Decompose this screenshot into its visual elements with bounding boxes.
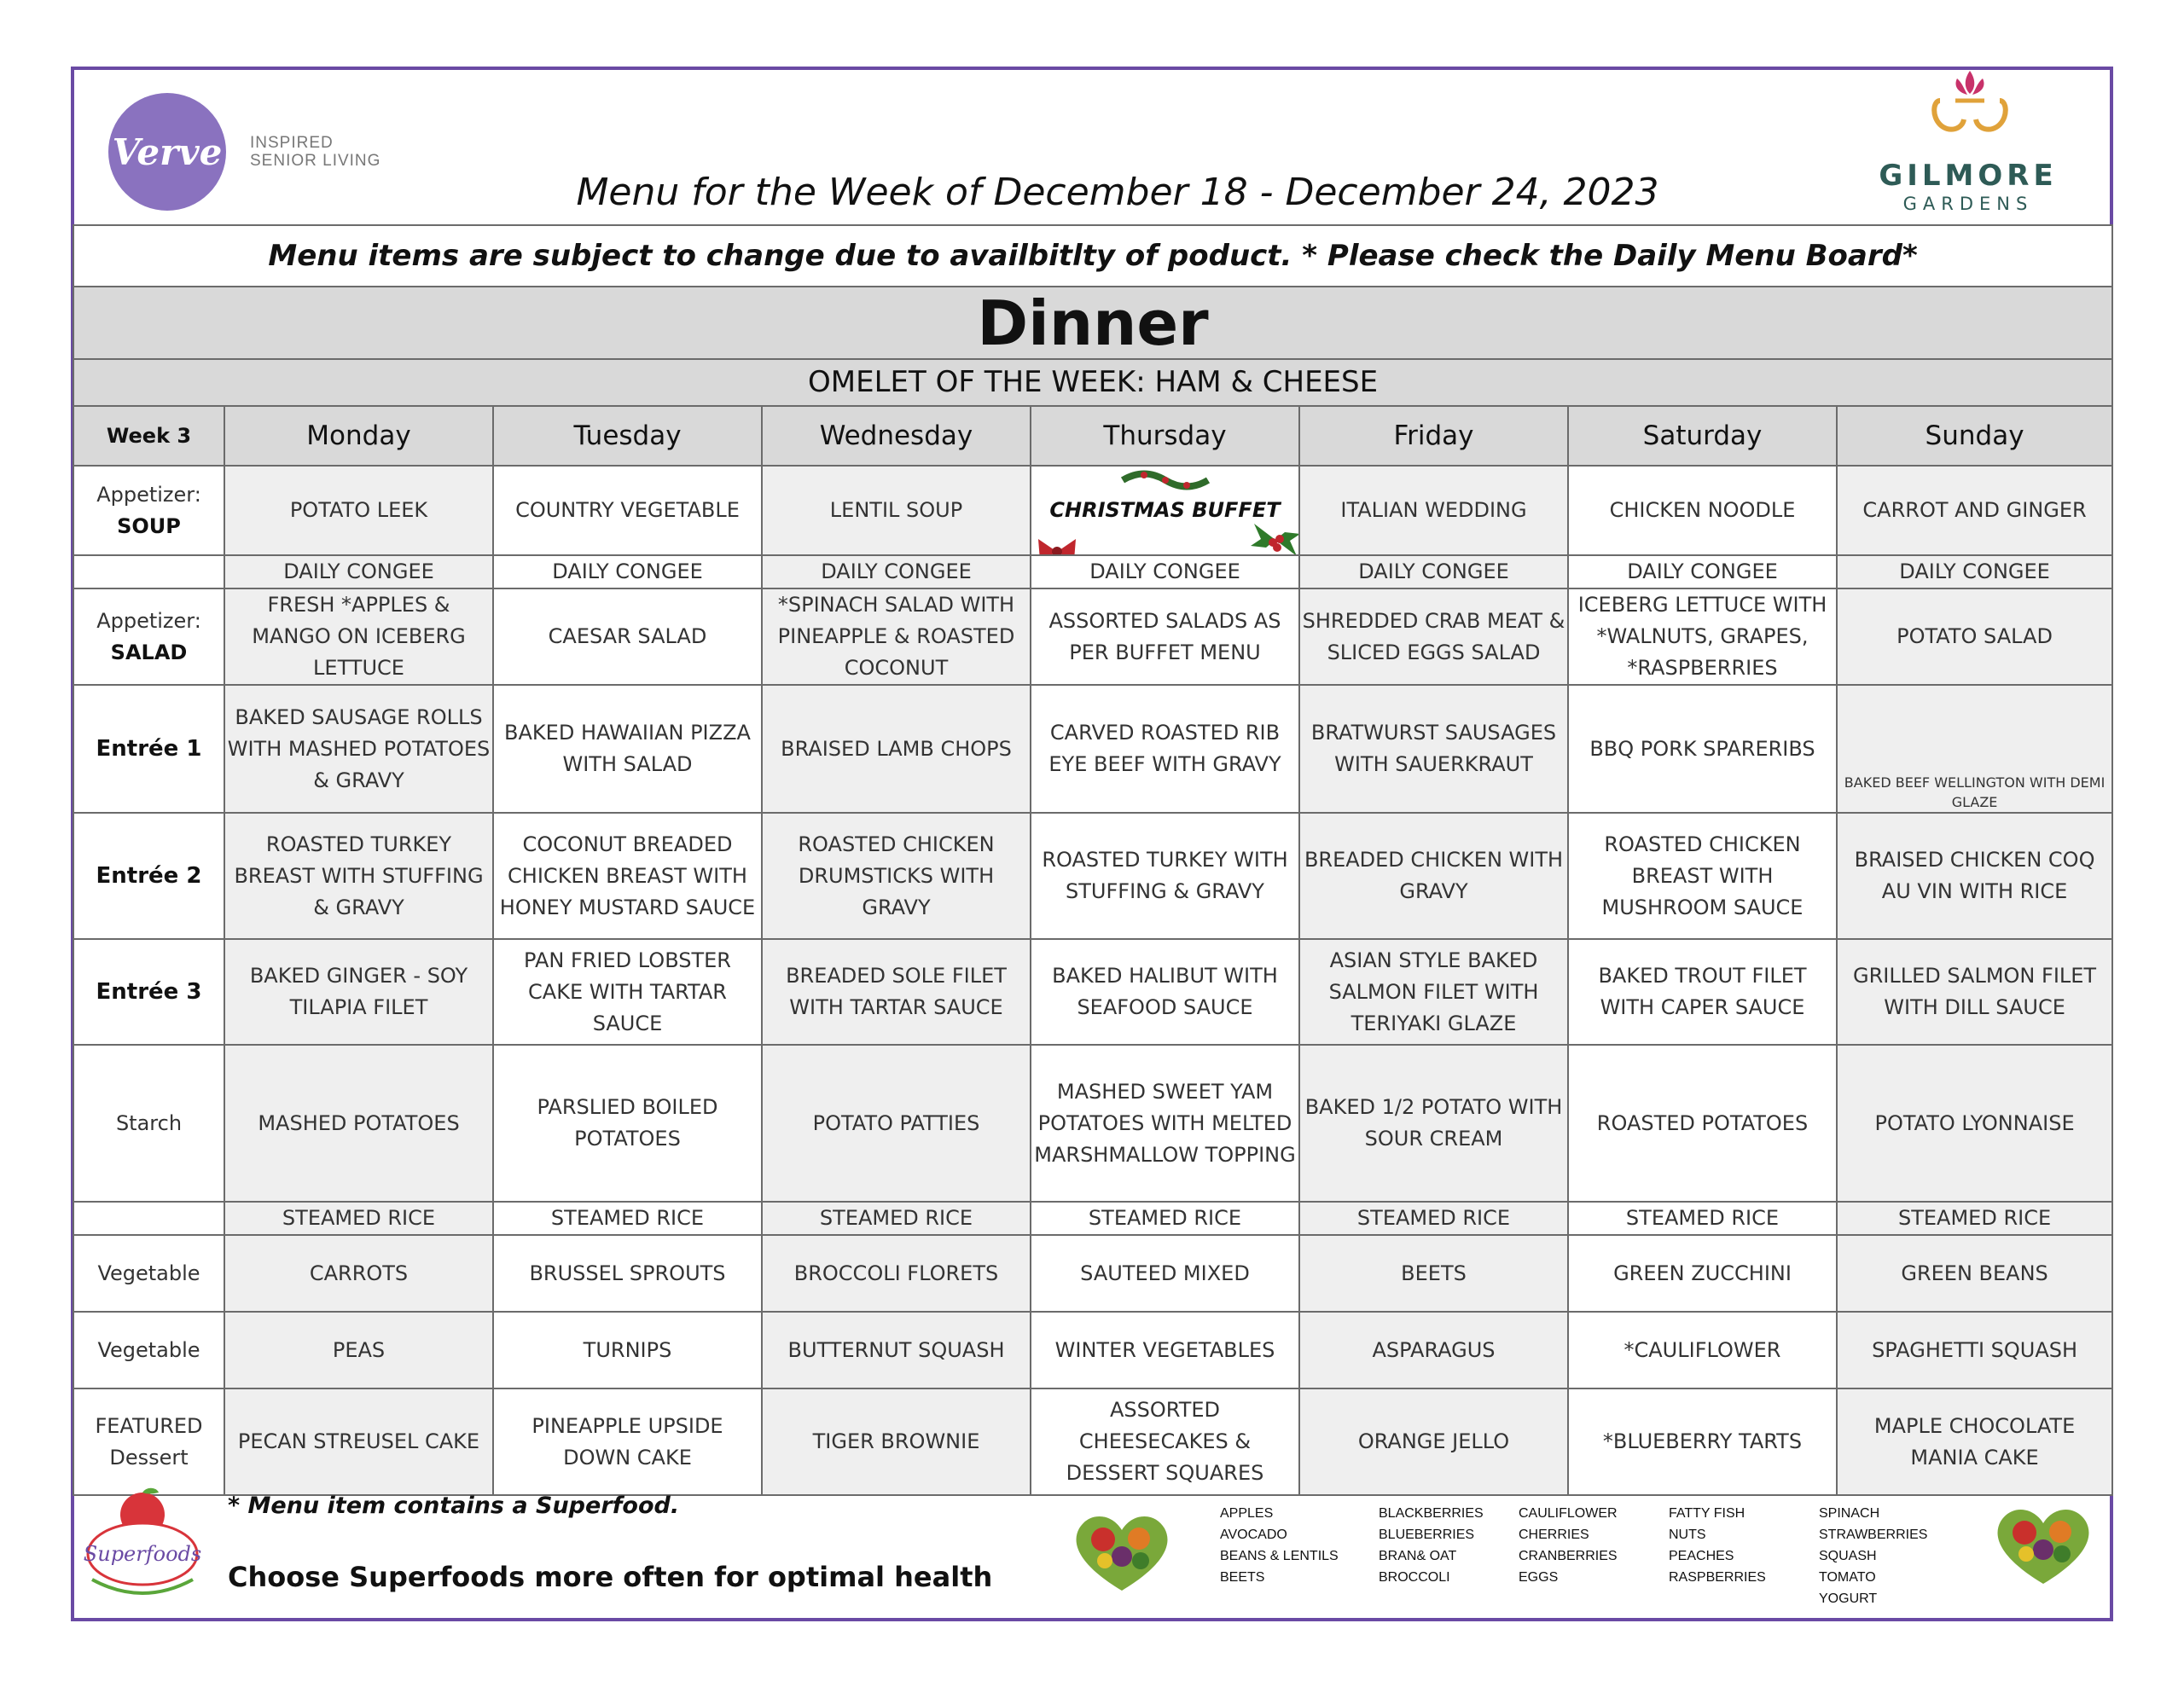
menu-cell-dessert-saturday: *BLUEBERRY TARTS — [1568, 1388, 1837, 1495]
menu-cell-entree3-sunday: GRILLED SALMON FILET WITH DILL SAUCE — [1837, 939, 2112, 1045]
gilmore-logo-sub: GARDENS — [1902, 194, 2034, 214]
menu-cell-rice-thursday: STEAMED RICE — [1031, 1202, 1299, 1235]
starch-row — [73, 1045, 2112, 1202]
superfood-tagline: Choose Superfoods more often for optimal health — [228, 1561, 993, 1593]
row-label-dessert — [73, 1388, 224, 1495]
verve-logo-text: Verve — [112, 130, 223, 173]
menu-cell-starch-thursday: MASHED SWEET YAM POTATOES WITH MELTED MARSHMALLOW TOPPING — [1031, 1045, 1299, 1202]
row-label-rice — [73, 1202, 224, 1235]
vegetable2-row — [73, 1312, 2112, 1388]
superfood-list-col-2 — [1379, 1503, 1484, 1588]
omelet-of-the-week: OMELET OF THE WEEK: HAM & CHEESE — [73, 359, 2112, 406]
menu-cell-congee-saturday: DAILY CONGEE — [1568, 555, 1837, 588]
menu-cell-dessert-friday: ORANGE JELLO — [1299, 1388, 1568, 1495]
menu-cell-starch-friday: BAKED 1/2 POTATO WITH SOUR CREAM — [1299, 1045, 1568, 1202]
menu-cell-starch-wednesday: POTATO PATTIES — [762, 1045, 1031, 1202]
entree1-row — [73, 685, 2112, 813]
superfood-list-col-4 — [1669, 1503, 1766, 1588]
menu-cell-entree2-sunday: BRAISED CHICKEN COQ AU VIN WITH RICE — [1837, 813, 2112, 939]
menu-cell-soup-sunday: CARROT AND GINGER — [1837, 466, 2112, 555]
menu-cell-entree2-monday: ROASTED TURKEY BREAST WITH STUFFING & GRAVY — [224, 813, 493, 939]
bow-icon — [1031, 526, 1083, 555]
rice-row — [73, 1202, 2112, 1235]
menu-cell-soup-monday: POTATO LEEK — [224, 466, 493, 555]
superfood-item: CRANBERRIES — [1519, 1549, 1618, 1563]
row-label-dessert-top: FEATURED — [95, 1413, 203, 1438]
superfood-item: BROCCOLI — [1379, 1570, 1450, 1585]
heart-produce-right-icon — [1992, 1503, 2094, 1588]
menu-cell-soup-wednesday: LENTIL SOUP — [762, 466, 1031, 555]
superfood-item: BRAN& OAT — [1379, 1549, 1457, 1563]
row-label-salad — [73, 588, 224, 685]
menu-cell-vegetable2-wednesday: BUTTERNUT SQUASH — [762, 1312, 1031, 1388]
row-label-dessert-bottom: Dessert — [109, 1445, 189, 1470]
superfood-item: RASPBERRIES — [1669, 1570, 1766, 1585]
menu-cell-entree2-wednesday: ROASTED CHICKEN DRUMSTICKS WITH GRAVY — [762, 813, 1031, 939]
superfood-item: CAULIFLOWER — [1519, 1506, 1618, 1521]
superfood-list-col-1 — [1220, 1503, 1339, 1588]
vegetable1-row — [73, 1235, 2112, 1312]
menu-cell-entree1-sunday: BAKED BEEF WELLINGTON WITH DEMI GLAZE — [1837, 685, 2112, 813]
heart-produce-left-icon — [1071, 1510, 1173, 1595]
menu-cell-rice-saturday: STEAMED RICE — [1568, 1202, 1837, 1235]
menu-cell-vegetable2-thursday: WINTER VEGETABLES — [1031, 1312, 1299, 1388]
menu-cell-entree3-monday: BAKED GINGER - SOY TILAPIA FILET — [224, 939, 493, 1045]
superfood-item: BEETS — [1220, 1570, 1265, 1585]
menu-cell-salad-saturday: ICEBERG LETTUCE WITH *WALNUTS, GRAPES, *RASPBERRIES — [1568, 588, 1837, 685]
gilmore-logo-name: GILMORE — [1879, 159, 2058, 193]
day-header-row — [73, 406, 2112, 466]
menu-cell-dessert-monday: PECAN STREUSEL CAKE — [224, 1388, 493, 1495]
entree3-row — [73, 939, 2112, 1045]
menu-cell-soup-friday: ITALIAN WEDDING — [1299, 466, 1568, 555]
day-friday: Friday — [1299, 406, 1568, 466]
menu-cell-dessert-sunday: MAPLE CHOCOLATE MANIA CAKE — [1837, 1388, 2112, 1495]
superfood-item: SPINACH — [1819, 1506, 1880, 1521]
menu-cell-entree1-tuesday: BAKED HAWAIIAN PIZZA WITH SALAD — [493, 685, 762, 813]
menu-cell-salad-sunday: POTATO SALAD — [1837, 588, 2112, 685]
menu-cell-congee-sunday: DAILY CONGEE — [1837, 555, 2112, 588]
menu-cell-congee-tuesday: DAILY CONGEE — [493, 555, 762, 588]
menu-cell-entree2-friday: BREADED CHICKEN WITH GRAVY — [1299, 813, 1568, 939]
menu-cell-congee-monday: DAILY CONGEE — [224, 555, 493, 588]
soup-row — [73, 466, 2112, 555]
menu-cell-vegetable1-thursday: SAUTEED MIXED — [1031, 1235, 1299, 1312]
menu-cell-entree1-monday: BAKED SAUSAGE ROLLS WITH MASHED POTATOES & GRAVY — [224, 685, 493, 813]
menu-cell-vegetable2-saturday: *CAULIFLOWER — [1568, 1312, 1837, 1388]
availability-notice: Menu items are subject to change due to availbitlty of poduct. * Please check the Daily Menu Board* — [73, 225, 2112, 287]
row-label-salad-top: Appetizer: — [96, 608, 201, 633]
day-thursday: Thursday — [1031, 406, 1299, 466]
menu-cell-starch-saturday: ROASTED POTATOES — [1568, 1045, 1837, 1202]
superfood-item: STRAWBERRIES — [1819, 1528, 1928, 1542]
row-label-salad-bottom: SALAD — [110, 640, 188, 664]
verve-tagline-line1: INSPIRED — [250, 134, 334, 152]
superfood-item: EGGS — [1519, 1570, 1559, 1585]
salad-row — [73, 588, 2112, 685]
menu-cell-starch-tuesday: PARSLIED BOILED POTATOES — [493, 1045, 762, 1202]
superfood-item: TOMATO — [1819, 1570, 1876, 1585]
gilmore-lotus-logo-icon — [1914, 67, 2025, 152]
day-sunday: Sunday — [1837, 406, 2112, 466]
christmas-buffet-label: CHRISTMAS BUFFET — [1049, 498, 1281, 522]
superfood-item: CHERRIES — [1519, 1528, 1589, 1542]
menu-cell-entree1-thursday: CARVED ROASTED RIB EYE BEEF WITH GRAVY — [1031, 685, 1299, 813]
superfood-item: NUTS — [1669, 1528, 1706, 1542]
dessert-row — [73, 1388, 2112, 1495]
day-saturday: Saturday — [1568, 406, 1837, 466]
menu-cell-salad-thursday: ASSORTED SALADS AS PER BUFFET MENU — [1031, 588, 1299, 685]
menu-cell-congee-thursday: DAILY CONGEE — [1031, 555, 1299, 588]
menu-cell-salad-friday: SHREDDED CRAB MEAT & SLICED EGGS SALAD — [1299, 588, 1568, 685]
menu-cell-starch-sunday: POTATO LYONNAISE — [1837, 1045, 2112, 1202]
menu-cell-starch-monday: MASHED POTATOES — [224, 1045, 493, 1202]
superfood-item: BLUEBERRIES — [1379, 1528, 1475, 1542]
menu-cell-vegetable2-sunday: SPAGHETTI SQUASH — [1837, 1312, 2112, 1388]
menu-cell-vegetable1-sunday: GREEN BEANS — [1837, 1235, 2112, 1312]
menu-cell-entree2-saturday: ROASTED CHICKEN BREAST WITH MUSHROOM SAUCE — [1568, 813, 1837, 939]
superfood-note: * Menu item contains a Superfood. — [228, 1493, 680, 1519]
row-label-vegetable1: Vegetable — [73, 1235, 224, 1312]
day-tuesday: Tuesday — [493, 406, 762, 466]
superfoods-logo-icon — [84, 1487, 201, 1614]
menu-cell-rice-friday: STEAMED RICE — [1299, 1202, 1568, 1235]
week-label: Week 3 — [73, 406, 224, 466]
menu-cell-congee-friday: DAILY CONGEE — [1299, 555, 1568, 588]
menu-table — [73, 224, 2113, 1496]
row-label-starch: Starch — [73, 1045, 224, 1202]
menu-cell-vegetable1-friday: BEETS — [1299, 1235, 1568, 1312]
superfoods-logo-text: Superfoods — [84, 1542, 201, 1566]
menu-cell-congee-wednesday: DAILY CONGEE — [762, 555, 1031, 588]
week-title: Menu for the Week of December 18 - December 24, 2023 — [576, 171, 1659, 214]
row-label-congee — [73, 555, 224, 588]
menu-cell-vegetable2-monday: PEAS — [224, 1312, 493, 1388]
row-label-entree3: Entrée 3 — [73, 939, 224, 1045]
superfood-list-col-3 — [1519, 1503, 1618, 1588]
menu-cell-entree2-tuesday: COCONUT BREADED CHICKEN BREAST WITH HONEY MUSTARD SAUCE — [493, 813, 762, 939]
superfood-item: BEANS & LENTILS — [1220, 1549, 1339, 1563]
garland-icon — [1118, 466, 1212, 497]
row-label-soup — [73, 466, 224, 555]
verve-logo — [108, 93, 226, 211]
menu-cell-entree3-wednesday: BREADED SOLE FILET WITH TARTAR SAUCE — [762, 939, 1031, 1045]
menu-cell-entree1-saturday: BBQ PORK SPARERIBS — [1568, 685, 1837, 813]
row-label-soup-top: Appetizer: — [96, 482, 201, 507]
meal-heading: Dinner — [73, 287, 2112, 359]
day-wednesday: Wednesday — [762, 406, 1031, 466]
menu-cell-vegetable1-wednesday: BROCCOLI FLORETS — [762, 1235, 1031, 1312]
menu-cell-vegetable2-tuesday: TURNIPS — [493, 1312, 762, 1388]
menu-cell-dessert-tuesday: PINEAPPLE UPSIDE DOWN CAKE — [493, 1388, 762, 1495]
entree2-row — [73, 813, 2112, 939]
superfood-item: APPLES — [1220, 1506, 1274, 1521]
row-label-soup-bottom: SOUP — [117, 513, 181, 538]
superfood-item: FATTY FISH — [1669, 1506, 1745, 1521]
menu-cell-entree2-thursday: ROASTED TURKEY WITH STUFFING & GRAVY — [1031, 813, 1299, 939]
menu-cell-vegetable1-tuesday: BRUSSEL SPROUTS — [493, 1235, 762, 1312]
row-label-entree2: Entrée 2 — [73, 813, 224, 939]
superfood-item: PEACHES — [1669, 1549, 1734, 1563]
menu-cell-salad-wednesday: *SPINACH SALAD WITH PINEAPPLE & ROASTED COCONUT — [762, 588, 1031, 685]
superfood-item: AVOCADO — [1220, 1528, 1287, 1542]
holly-icon — [1249, 513, 1299, 555]
menu-cell-soup-thursday — [1031, 466, 1299, 555]
menu-cell-vegetable1-monday: CARROTS — [224, 1235, 493, 1312]
menu-cell-rice-sunday: STEAMED RICE — [1837, 1202, 2112, 1235]
day-monday: Monday — [224, 406, 493, 466]
verve-tagline — [250, 134, 380, 170]
superfood-item: YOGURT — [1819, 1591, 1878, 1606]
congee-row — [73, 555, 2112, 588]
menu-cell-soup-tuesday: COUNTRY VEGETABLE — [493, 466, 762, 555]
menu-cell-entree1-friday: BRATWURST SAUSAGES WITH SAUERKRAUT — [1299, 685, 1568, 813]
superfood-list-col-5 — [1819, 1503, 1927, 1609]
menu-cell-rice-monday: STEAMED RICE — [224, 1202, 493, 1235]
menu-cell-vegetable1-saturday: GREEN ZUCCHINI — [1568, 1235, 1837, 1312]
menu-cell-dessert-wednesday: TIGER BROWNIE — [762, 1388, 1031, 1495]
menu-cell-vegetable2-friday: ASPARAGUS — [1299, 1312, 1568, 1388]
verve-tagline-line2: SENIOR LIVING — [250, 152, 381, 170]
menu-cell-entree1-wednesday: BRAISED LAMB CHOPS — [762, 685, 1031, 813]
row-label-vegetable2: Vegetable — [73, 1312, 224, 1388]
superfood-item: SQUASH — [1819, 1549, 1877, 1563]
menu-cell-salad-tuesday: CAESAR SALAD — [493, 588, 762, 685]
menu-cell-entree3-tuesday: PAN FRIED LOBSTER CAKE WITH TARTAR SAUCE — [493, 939, 762, 1045]
menu-cell-rice-wednesday: STEAMED RICE — [762, 1202, 1031, 1235]
menu-cell-soup-saturday: CHICKEN NOODLE — [1568, 466, 1837, 555]
superfood-item: BLACKBERRIES — [1379, 1506, 1484, 1521]
menu-cell-entree3-friday: ASIAN STYLE BAKED SALMON FILET WITH TERIYAKI GLAZE — [1299, 939, 1568, 1045]
menu-cell-entree3-saturday: BAKED TROUT FILET WITH CAPER SAUCE — [1568, 939, 1837, 1045]
menu-cell-dessert-thursday: ASSORTED CHEESECAKES & DESSERT SQUARES — [1031, 1388, 1299, 1495]
menu-cell-rice-tuesday: STEAMED RICE — [493, 1202, 762, 1235]
menu-cell-entree3-thursday: BAKED HALIBUT WITH SEAFOOD SAUCE — [1031, 939, 1299, 1045]
menu-cell-salad-monday: FRESH *APPLES & MANGO ON ICEBERG LETTUCE — [224, 588, 493, 685]
row-label-entree1: Entrée 1 — [73, 685, 224, 813]
